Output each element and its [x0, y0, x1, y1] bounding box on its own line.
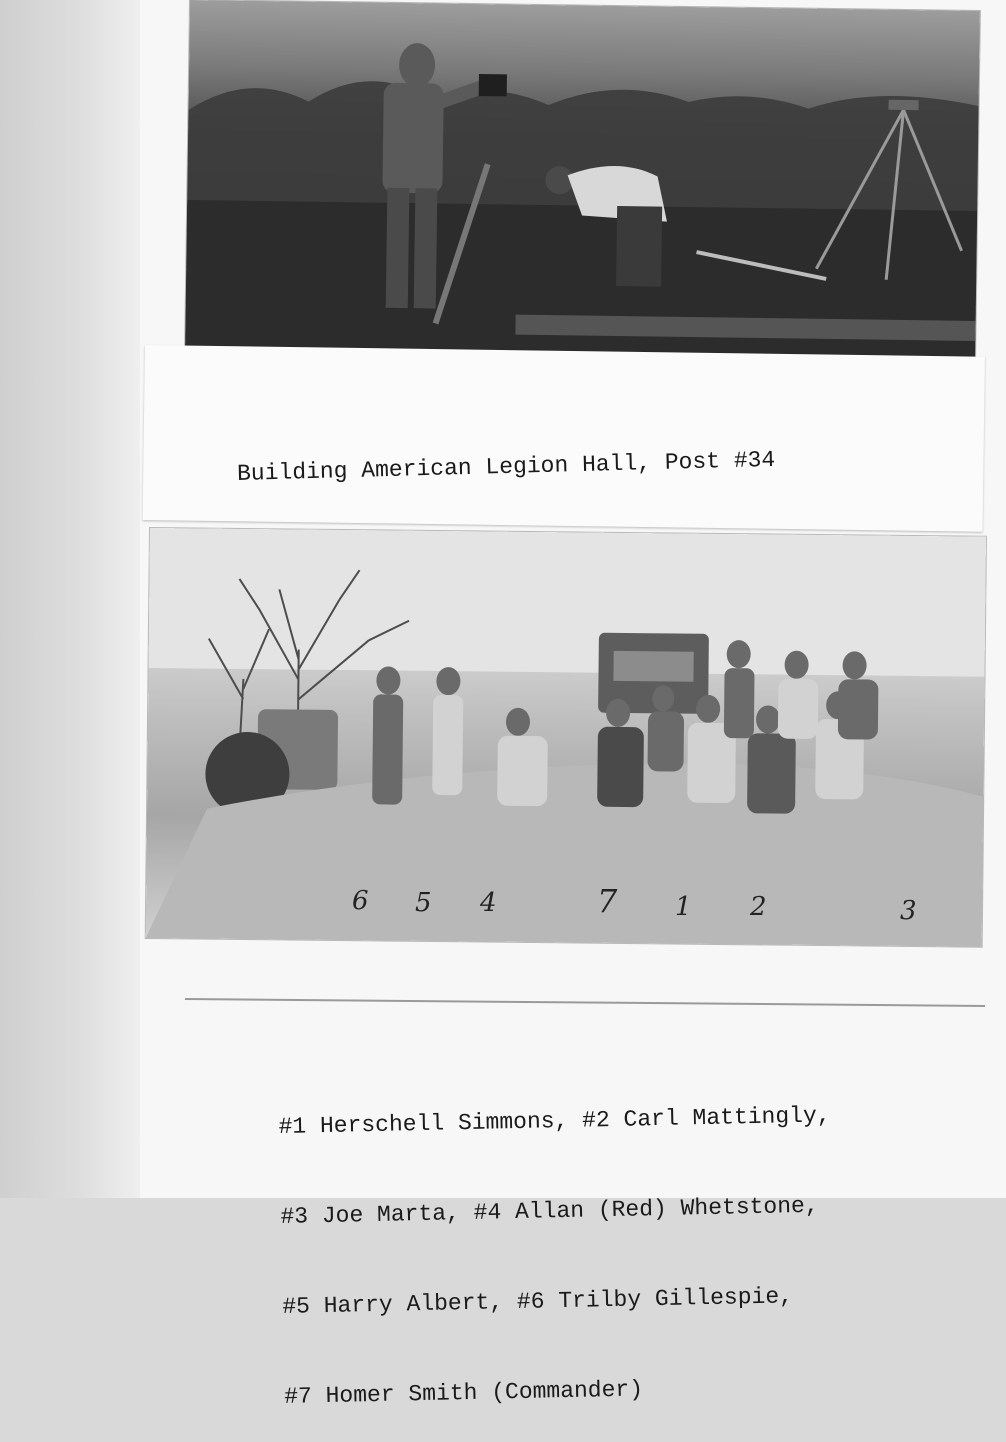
- people-name-list: [277, 1040, 837, 1441]
- person-number: 5: [415, 888, 432, 918]
- person-number: 3: [900, 896, 917, 926]
- caption-line: Building American Legion Hall, Post #34: [236, 446, 776, 487]
- person-number: 7: [597, 882, 618, 920]
- name-line: #7 Homer Smith (Commander): [283, 1376, 644, 1410]
- name-line: #3 Joe Marta, #4 Allan (Red) Whetstone,: [280, 1192, 819, 1230]
- name-line: #5 Harry Albert, #6 Trilby Gillespie,: [282, 1283, 794, 1320]
- construction-photo: [185, 0, 980, 381]
- person-number: 6: [352, 886, 369, 916]
- handwritten-person-numbers: [340, 878, 940, 928]
- person-number: 1: [675, 892, 692, 922]
- name-line: #1 Herschell Simmons, #2 Carl Mattingly,: [278, 1102, 831, 1140]
- person-number: 4: [480, 888, 497, 918]
- person-number: 2: [750, 892, 767, 922]
- construction-photo-image: [185, 0, 980, 381]
